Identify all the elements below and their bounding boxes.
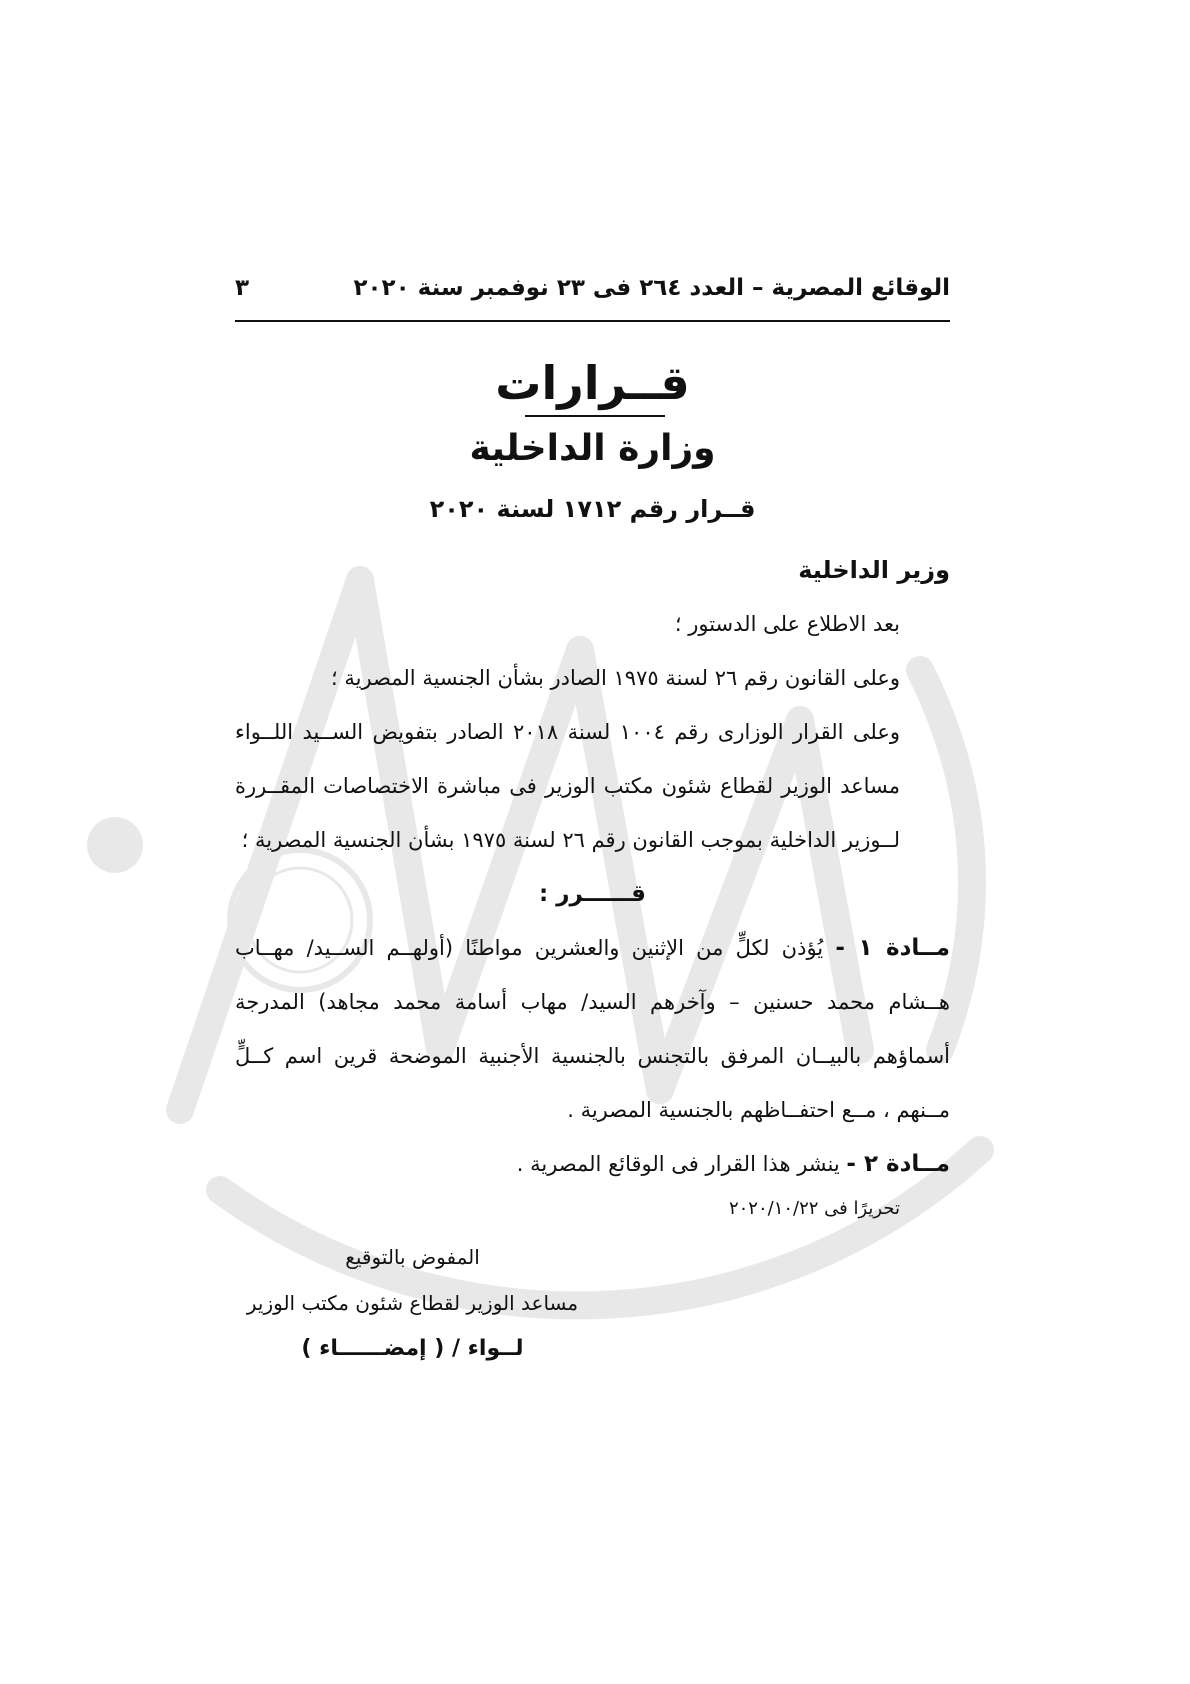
header-divider — [235, 320, 950, 322]
page-number: ٣ — [235, 275, 250, 301]
position-line: مساعد الوزير لقطاع شئون مكتب الوزير — [246, 1291, 579, 1315]
section-title: قــرارات — [495, 356, 690, 410]
decides-heading: قــــــرر : — [539, 881, 646, 907]
preamble-paragraph: بعد الاطلاع على الدستور ؛ — [674, 612, 900, 636]
title-underline — [525, 415, 665, 417]
signature-block — [235, 1234, 590, 1372]
signature-line: لــواء / ( إمضــــــاء ) — [301, 1336, 524, 1361]
article-2-label: مــادة ٢ - — [846, 1151, 950, 1177]
preamble-paragraph: وعلى القرار الوزارى رقم ١٠٠٤ لسنة ٢٠١٨ الصادر بتفويض الســيد اللــواء مساعد الوزير لقطاع شئون مكتب الوزير فى مباشرة الاختصاصات المقــررة لــوزير الداخلية بموجب القانون رقم ٢٦ لسنة ١٩٧٥ بشأن الجنسية المصرية ؛ — [235, 720, 900, 852]
article-2-text: ينشر هذا القرار فى الوقائع المصرية . — [516, 1152, 847, 1176]
ministry-name: وزارة الداخلية — [469, 428, 716, 469]
preamble-paragraph: وعلى القانون رقم ٢٦ لسنة ١٩٧٥ الصادر بشأن الجنسية المصرية ؛ — [331, 666, 900, 690]
article-1-text: يُؤذن لكلٍّ من الإثنين والعشرين مواطنًا (أولهــم الســيد/ مهــاب هــشام محمد حسنين – وآخرهم السيد/ مهاب أسامة محمد مجاهد) المدرجة أسماؤهم بالبيــان المرفق بالتجنس بالجنسية الأجنبية الموضحة قرين اسم كــلٍّ مــنهم ، مــع احتفــاظهم بالجنسية المصرية . — [235, 936, 950, 1122]
article-2 — [235, 1137, 950, 1191]
article-1-label: مــادة ١ - — [835, 935, 950, 961]
publication-line: الوقائع المصرية – العدد ٢٦٤ فى ٢٣ نوفمبر سنة ٢٠٢٠ — [353, 275, 950, 301]
date-line: تحريرًا فى ٢٠٢٠/١٠/٢٢ — [728, 1198, 900, 1219]
minister-title: وزير الداخلية — [798, 556, 950, 584]
decree-number: قــرار رقم ١٧١٢ لسنة ٢٠٢٠ — [429, 495, 756, 523]
decree-body — [235, 543, 950, 1191]
delegate-line: المفوض بالتوقيع — [345, 1245, 480, 1269]
page-header — [235, 268, 950, 308]
article-1 — [235, 921, 950, 1137]
